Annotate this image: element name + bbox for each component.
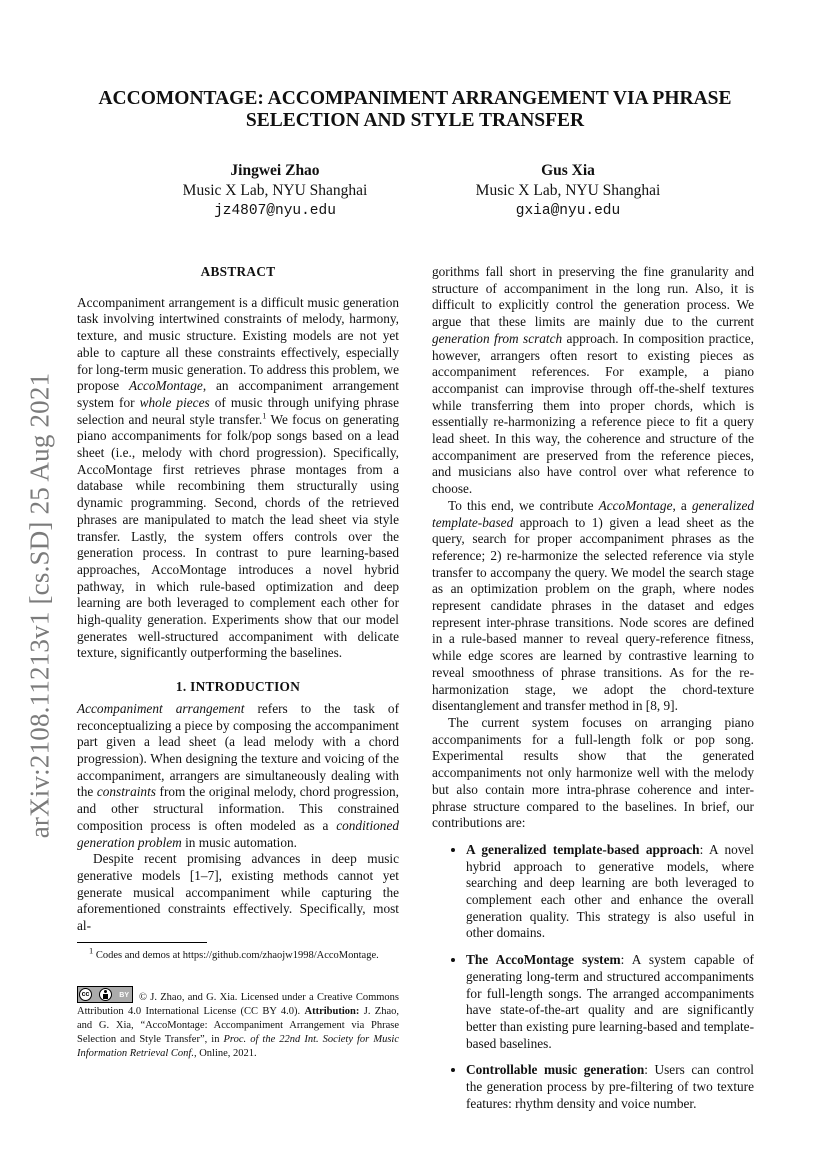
abstract-heading: ABSTRACT xyxy=(200,264,276,279)
intro-paragraph-1: Accompaniment arrangement refers to the task of reconceptualizing a piece by composing the accompaniment part given a lead sheet (a lead melody with a chord progression). When designing the texture and voicing of the accompaniment, arrangers are simultaneously dealing with the constraints from the original melody, chord progression, and other structural information. This constrained composition process is often modeled as a conditioned generation problem in music automation. xyxy=(77,700,399,850)
author-name: Gus Xia xyxy=(541,162,595,179)
footnote-marker: 1 xyxy=(262,410,267,421)
left-column xyxy=(77,264,399,1061)
contributions-list xyxy=(432,842,754,1113)
paper-title xyxy=(80,88,750,132)
author-name: Jingwei Zhao xyxy=(230,162,320,179)
title-line-1: ACCOMONTAGE: ACCOMPANIMENT ARRANGEMENT VIA PHRASE xyxy=(98,88,732,109)
contribution-item: • Controllable music generation: Users can control the generation process by pre-filtering of two texture features: rhythm density and voice number. xyxy=(466,1062,754,1112)
introduction-heading: 1. INTRODUCTION xyxy=(175,679,301,695)
author-affiliation: Music X Lab, NYU Shanghai xyxy=(475,182,661,199)
author-affiliation: Music X Lab, NYU Shanghai xyxy=(182,182,368,199)
intro-paragraph-2-continued: gorithms fall short in preserving the fine granularity and structure of accompaniment in the long run. Also, it is difficult to explicitly control the generation process. We argue that these limits are mainly due to the current generation from scratch approach. In composition practice, however, arrangers often resort to existing pieces as accompaniment references. For example, a piano accompanist can improvise through off-the-shelf textures while transferring them into proper chords, which is essentially re-harmonizing a reference piece to fit a query lead sheet. In this way, the coherence and structure of the accompaniment are preserved from the reference pieces, and musicians also have control over what reference to choose. xyxy=(432,264,754,497)
author-email: gxia@nyu.edu xyxy=(515,203,621,219)
intro-paragraph-3: To this end, we contribute AccoMontage, a generalized template-based approach to 1) given a lead sheet as the query, search for proper accompaniment phrases as the reference; 2) re-harmonize the selected reference via style transfer to accompany the query. We model the search stage as an optimization problem on the graph, where nodes represent candidate phrases in the dataset and edges represent inter-phrase transitions. Node scores are defined in a rule-based manner to reveal query-reference fitness, while edge scores are learned by contrastive learning to reveal smoothness of phrase transitions. As for the re-harmonization stage, we adopt the chord-texture disentanglement and transfer method in [8, 9]. xyxy=(432,497,754,714)
arxiv-identifier xyxy=(17,360,63,850)
author-block-1 xyxy=(125,161,425,221)
footnote-rule xyxy=(77,942,207,943)
license-notice: cc BY © J. Zhao, and G. Xia. Licensed under a Creative Commons Attribution 4.0 International License (CC BY 4.0). Attribution: J. Zhao, and G. Xia, “AccoMontage: Accompaniment Arrangement via Phrase Selection and Style Transfer”, in Proc. of the 22nd Int. Society for Music Information Retrieval Conf., Online, 2021. xyxy=(77,986,399,1061)
author-email: jz4807@nyu.edu xyxy=(214,203,336,219)
title-line-2: SELECTION AND STYLE TRANSFER xyxy=(245,110,585,131)
right-column xyxy=(432,264,754,1122)
contribution-item: • A generalized template-based approach: A novel hybrid approach to generative models, where searching and deep learning are both leveraged to complement each other and enhance the overall generation quality. This strategy is also useful in other domains. xyxy=(466,842,754,942)
footnote: $^1$ Codes and demos at https://github.com/zhaojw1998/AccoMontage. xyxy=(89,945,379,961)
author-block-2 xyxy=(418,161,718,221)
contribution-item: • The AccoMontage system: A system capable of generating long-term and structured accompaniments for full-length songs. The arranged accompaniments have state-of-the-art quality and are significantly better than existing pure learning-based and template-based baselines. xyxy=(466,952,754,1052)
cc-by-badge-icon: cc BY xyxy=(77,986,133,1003)
intro-paragraph-2: Despite recent promising advances in deep music generative models [1–7], existing methods cannot yet generate musical accompaniment while capturing the aforementioned constraints effectively. Specifically, most al- xyxy=(77,851,399,934)
intro-paragraph-4: The current system focuses on arranging piano accompaniments for a full-length folk or pop song. Experimental results show that the generated accompaniments not only harmonize well with the melody but also contain more intra-phrase coherence and inter-phrase structure compared to the baselines. In brief, our contributions are: xyxy=(432,714,754,831)
arxiv-id-text: arXiv:2108.11213v1 [cs.SD] 25 Aug 2021 xyxy=(24,372,55,838)
abstract-paragraph: Accompaniment arrangement is a difficult music generation task involving intertwined constraints of melody, harmony, texture, and music structure. Existing models are not yet able to capture all these constraints effectively, especially for long-term music generation. To address this problem, we propose AccoMontage, an accompaniment arrangement system for whole pieces of music through unifying phrase selection and neural style transfer.$^1$ We focus on generating piano accompaniments for folk/pop songs based on a lead sheet (i.e., melody with chord progression). Specifically, AccoMontage first retrieves phrase montages from a database while recombining them structurally using dynamic programming. Second, chords of the retrieved phrases are manipulated to match the lead sheet via style transfer. Lastly, the system offers controls over the generation process. In contrast to pure learning-based approaches, AccoMontage introduces a novel hybrid pathway, in which rule-based optimization and deep learning are both leveraged to complement each other for high-quality generation. Experiments show that our model generates well-structured accompaniment with delicate texture, significantly outperforming the baselines. xyxy=(77,294,399,661)
